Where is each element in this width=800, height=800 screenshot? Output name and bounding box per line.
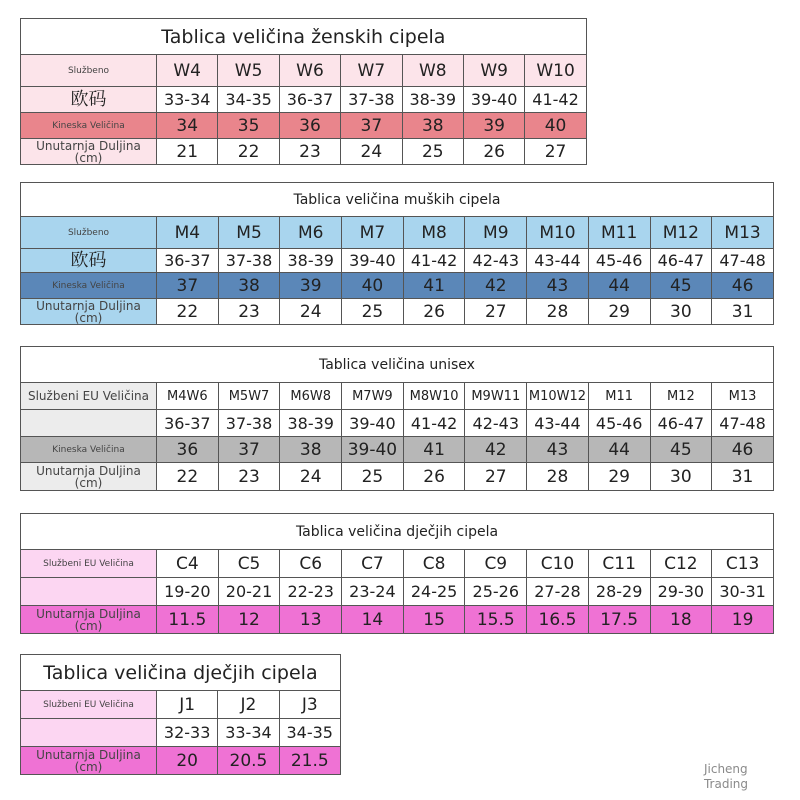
size-cell: 12 [218,606,280,634]
size-cell: C8 [403,550,465,578]
size-cell: C6 [280,550,342,578]
size-cell: 34-35 [279,719,340,747]
size-cell: M10 [527,217,589,249]
size-cell: M6W8 [280,383,342,410]
row-label [21,410,157,437]
size-cell: 45 [650,273,712,299]
size-cell: 21 [157,139,218,165]
size-cell: 24 [341,139,402,165]
size-cell: 37-38 [218,410,280,437]
size-cell: 36 [157,437,219,463]
size-cell: 26 [463,139,524,165]
size-cell: C13 [712,550,774,578]
size-cell: J1 [157,691,218,719]
size-cell: M13 [712,383,774,410]
size-cell: M12 [650,217,712,249]
size-cell: 37-38 [341,87,402,113]
size-cell: 15 [403,606,465,634]
size-cell: W9 [463,55,524,87]
size-cell: 23 [218,299,280,325]
table-row [21,55,587,87]
size-cell: C5 [218,550,280,578]
size-cell: 27 [465,299,527,325]
row-label: Službeno [21,55,157,87]
size-cell: 29 [588,463,650,491]
size-cell: 45 [650,437,712,463]
size-cell: 19-20 [157,578,219,606]
watermark-line-1: Jicheng [703,762,748,776]
size-cell: 37-38 [218,249,280,273]
size-cell: 46-47 [650,410,712,437]
size-cell: 24 [280,299,342,325]
size-cell: 39 [463,113,524,139]
size-cell: 25 [402,139,463,165]
size-cell: 29 [588,299,650,325]
table-row [21,747,341,775]
size-cell: 24-25 [403,578,465,606]
size-cell: 40 [525,113,586,139]
size-cell: 16.5 [527,606,589,634]
size-cell: J3 [279,691,340,719]
size-cell: 33-34 [157,87,218,113]
size-cell: 13 [280,606,342,634]
table-row [21,299,774,325]
size-cell: M8W10 [403,383,465,410]
size-cell: C9 [465,550,527,578]
size-cell: 39-40 [342,249,404,273]
size-cell: 41 [403,437,465,463]
row-label: Službeni EU Veličina [21,383,157,410]
size-cell: M8 [403,217,465,249]
size-cell: 31 [712,463,774,491]
size-cell: 43 [527,437,589,463]
row-label: Kineska Veličina [21,273,157,299]
size-cell: 37 [218,437,280,463]
size-cell: 43 [527,273,589,299]
size-cell: C12 [650,550,712,578]
size-cell: 43-44 [527,249,589,273]
row-label: 欧码 [21,87,157,113]
size-cell: 37 [157,273,219,299]
size-cell: 15.5 [465,606,527,634]
size-cell: 35 [218,113,279,139]
size-cell: W7 [341,55,402,87]
size-cell: W10 [525,55,586,87]
table-row [21,606,774,634]
size-cell: 23 [279,139,340,165]
size-cell: 11.5 [157,606,219,634]
size-cell: 37 [341,113,402,139]
table-row [21,550,774,578]
watermark [704,762,748,792]
size-cell: 45-46 [588,410,650,437]
table-row [21,691,341,719]
size-cell: 42 [465,437,527,463]
size-cell: M11 [588,217,650,249]
size-cell: 33-34 [218,719,279,747]
watermark-line-2: Trading [703,777,748,791]
size-cell: 24 [280,463,342,491]
table-row [21,578,774,606]
size-cell: 27 [465,463,527,491]
size-cell: M11 [588,383,650,410]
size-cell: 22-23 [280,578,342,606]
size-cell: M5W7 [218,383,280,410]
size-cell: C4 [157,550,219,578]
size-cell: 38-39 [402,87,463,113]
table-row [21,217,774,249]
size-cell: 32-33 [157,719,218,747]
size-cell: 28 [527,463,589,491]
size-cell: 23-24 [342,578,404,606]
size-cell: M4 [157,217,219,249]
size-cell: 44 [588,273,650,299]
size-cell: 38 [280,437,342,463]
size-cell: 26 [403,299,465,325]
size-cell: 20-21 [218,578,280,606]
size-cell: 14 [342,606,404,634]
children-size-table [20,513,774,634]
size-cell: 46 [712,437,774,463]
row-label: Kineska Veličina [21,113,157,139]
size-cell: 38-39 [280,249,342,273]
size-cell: 47-48 [712,249,774,273]
size-cell: 20 [157,747,218,775]
size-cell: 38-39 [280,410,342,437]
size-cell: 34-35 [218,87,279,113]
table-row [21,719,341,747]
row-label: Službeni EU Veličina [21,691,157,719]
size-cell: M6 [280,217,342,249]
size-cell: 38 [218,273,280,299]
size-cell: 21.5 [279,747,340,775]
women-size-table [20,18,587,165]
size-cell: M13 [712,217,774,249]
table-row [21,139,587,165]
row-label: Unutarnja Duljina (cm) [21,606,157,634]
row-label: Unutarnja Duljina (cm) [21,139,157,165]
size-cell: 41-42 [403,410,465,437]
size-cell: M7W9 [342,383,404,410]
table-row [21,410,774,437]
row-label: 欧码 [21,249,157,273]
size-cell: 42-43 [465,249,527,273]
size-cell: W6 [279,55,340,87]
row-label: Službeni EU Veličina [21,550,157,578]
size-cell: 27-28 [527,578,589,606]
size-cell: M10W12 [527,383,589,410]
size-cell: 28 [527,299,589,325]
row-label: Unutarnja Duljina (cm) [21,299,157,325]
size-cell: 30 [650,463,712,491]
table-title: Tablica veličina unisex [21,347,774,383]
size-cell: M5 [218,217,280,249]
row-label [21,719,157,747]
size-cell: 44 [588,437,650,463]
size-cell: 19 [712,606,774,634]
size-cell: M9 [465,217,527,249]
size-cell: 42-43 [465,410,527,437]
size-cell: 34 [157,113,218,139]
size-cell: 22 [218,139,279,165]
size-cell: J2 [218,691,279,719]
table-row [21,463,774,491]
size-cell: 29-30 [650,578,712,606]
size-cell: 36-37 [157,410,219,437]
table-title: Tablica veličina dječjih cipela [21,655,341,691]
size-cell: W8 [402,55,463,87]
size-cell: 47-48 [712,410,774,437]
size-cell: 20.5 [218,747,279,775]
table-row [21,437,774,463]
size-cell: 42 [465,273,527,299]
size-cell: 17.5 [588,606,650,634]
size-cell: C10 [527,550,589,578]
size-cell: 22 [157,299,219,325]
table-row [21,249,774,273]
men-size-table [20,182,774,325]
table-row [21,113,587,139]
size-cell: 39-40 [463,87,524,113]
size-cell: 31 [712,299,774,325]
size-cell: 38 [402,113,463,139]
size-cell: 27 [525,139,586,165]
size-cell: 26 [403,463,465,491]
size-cell: 36-37 [279,87,340,113]
size-cell: 39-40 [342,437,404,463]
size-cell: M4W6 [157,383,219,410]
size-cell: 41 [403,273,465,299]
size-cell: 45-46 [588,249,650,273]
size-cell: 41-42 [403,249,465,273]
size-cell: 28-29 [588,578,650,606]
table-row [21,383,774,410]
row-label: Službeno [21,217,157,249]
size-cell: 22 [157,463,219,491]
size-cell: 18 [650,606,712,634]
size-cell: 36 [279,113,340,139]
size-cell: M9W11 [465,383,527,410]
size-cell: W4 [157,55,218,87]
unisex-size-table [20,346,774,491]
row-label: Unutarnja Duljina (cm) [21,463,157,491]
size-cell: 36-37 [157,249,219,273]
table-row [21,87,587,113]
size-cell: 30-31 [712,578,774,606]
size-cell: 25 [342,463,404,491]
size-cell: 43-44 [527,410,589,437]
size-cell: W5 [218,55,279,87]
size-cell: 30 [650,299,712,325]
row-label [21,578,157,606]
table-title: Tablica veličina muških cipela [21,183,774,217]
size-cell: 39-40 [342,410,404,437]
row-label: Unutarnja Duljina (cm) [21,747,157,775]
size-cell: M7 [342,217,404,249]
size-cell: 39 [280,273,342,299]
size-cell: C7 [342,550,404,578]
size-cell: 46 [712,273,774,299]
size-cell: 25-26 [465,578,527,606]
size-cell: 23 [218,463,280,491]
size-cell: 41-42 [525,87,586,113]
junior-size-table [20,654,341,775]
size-cell: C11 [588,550,650,578]
row-label: Kineska Veličina [21,437,157,463]
table-title: Tablica veličina dječjih cipela [21,514,774,550]
table-row [21,273,774,299]
size-cell: 46-47 [650,249,712,273]
table-title: Tablica veličina ženskih cipela [21,19,587,55]
size-cell: 40 [342,273,404,299]
size-cell: M12 [650,383,712,410]
size-cell: 25 [342,299,404,325]
